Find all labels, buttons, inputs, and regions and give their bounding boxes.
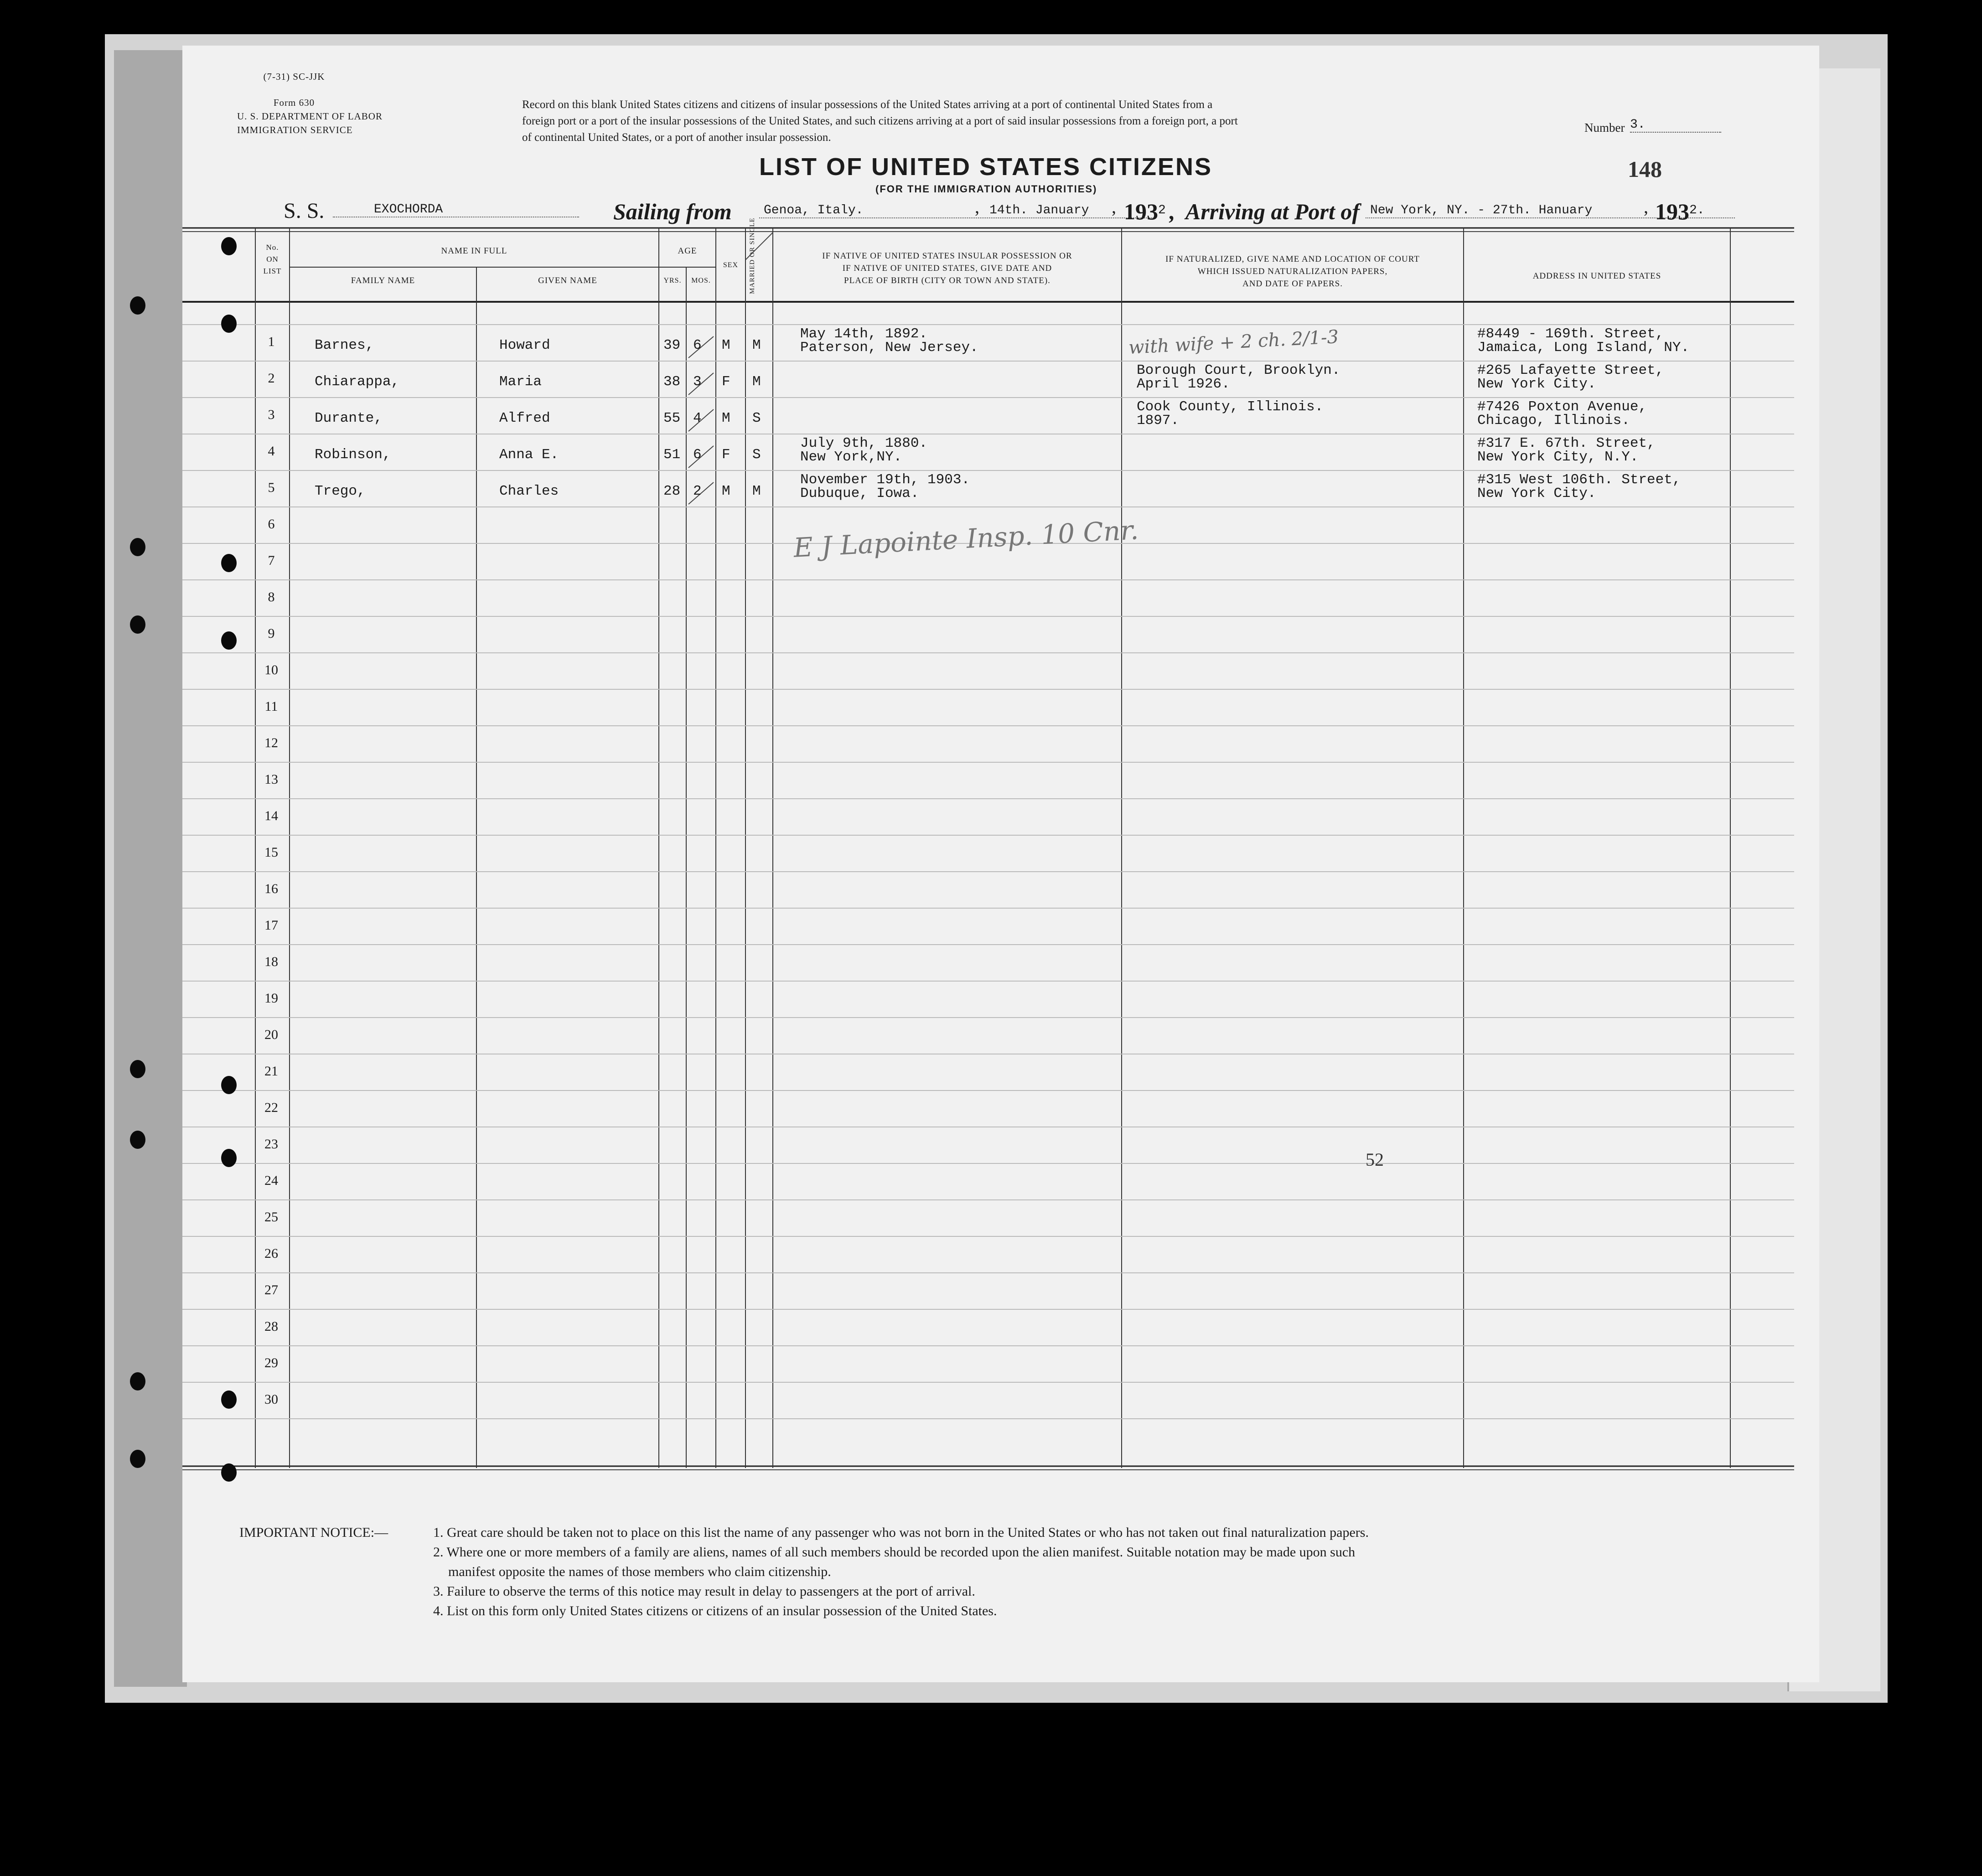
- marital-status: M: [752, 374, 761, 390]
- binder-hole: [221, 315, 237, 333]
- manifest-grid: [182, 46, 1819, 1682]
- row-number: 14: [264, 808, 278, 823]
- age-months: 3: [693, 374, 702, 390]
- birth-info-line-1: November 19th, 1903.: [800, 472, 970, 488]
- row-number: 2: [268, 371, 275, 386]
- arriving-label-comma: ,: [1170, 199, 1175, 224]
- sex: M: [722, 410, 730, 426]
- marital-status: M: [752, 337, 761, 353]
- row-number: 7: [268, 553, 275, 568]
- row-number: 19: [264, 991, 278, 1006]
- address-line-2: New York City.: [1477, 486, 1596, 501]
- header-given-name: GIVEN NAME: [538, 276, 597, 285]
- row-number: 29: [264, 1355, 278, 1370]
- age-years: 28: [663, 483, 681, 499]
- handwritten-annotation: with wife + 2 ch. 2/1-3: [1128, 326, 1340, 359]
- row-number: 9: [268, 626, 275, 641]
- marital-status: S: [752, 447, 761, 463]
- binder-hole: [221, 1149, 237, 1167]
- arriving-label: Arriving at Port of: [1185, 199, 1360, 224]
- instruction-line-1: Record on this blank United States citizens and citizens of insular possessions of the United States arriving at a port of continental United States from a: [522, 98, 1213, 111]
- header-naturalized: IF NATURALIZED, GIVE NAME AND LOCATION OF COURT WHICH ISSUED NATURALIZATION PAPERS, AND DATE OF PAPERS.: [1165, 254, 1420, 289]
- binder-hole: [221, 1463, 237, 1482]
- birth-info-line-2: Paterson, New Jersey.: [800, 340, 978, 356]
- family-name: Robinson,: [315, 447, 391, 463]
- binder-hole: [130, 1060, 145, 1078]
- address-line-2: New York City, N.Y.: [1477, 449, 1639, 465]
- row-number: 23: [264, 1137, 278, 1152]
- row-number: 15: [264, 845, 278, 860]
- ship-name: EXOCHORDA: [333, 202, 579, 217]
- year-from-suffix: 2: [1158, 203, 1166, 217]
- age-years: 39: [663, 337, 681, 353]
- row-number: 20: [264, 1027, 278, 1042]
- birth-info-line-1: July 9th, 1880.: [800, 435, 928, 451]
- header-name-in-full: NAME IN FULL: [441, 246, 507, 256]
- instruction-line-2: foreign port or a port of the insular possessions of the United States, and such citizens arriving at a port of said insular possessions from a foreign port, a port: [522, 115, 1238, 127]
- age-years: 38: [663, 374, 681, 390]
- binder-hole: [221, 554, 237, 572]
- row-number: 6: [268, 517, 275, 532]
- binder-hole: [130, 296, 145, 315]
- address-line-2: Chicago, Illinois.: [1477, 413, 1630, 429]
- row-number: 13: [264, 772, 278, 787]
- background-sheet-edge: [114, 50, 187, 1687]
- row-number: 18: [264, 954, 278, 969]
- stamp-number: 52: [1366, 1149, 1384, 1170]
- year-to-prefix: 193: [1655, 199, 1689, 224]
- row-number: 10: [264, 662, 278, 677]
- family-name: Trego,: [315, 483, 366, 499]
- header-married-single: MARRIED OR SINGLE: [749, 217, 756, 294]
- sailing-label: Sailing from: [613, 199, 732, 224]
- row-number: 1: [268, 334, 275, 349]
- header-no-on-list: No. ON LIST: [263, 243, 282, 275]
- row-number: 28: [264, 1319, 278, 1334]
- binder-hole: [221, 631, 237, 650]
- year-from-prefix: 193: [1124, 199, 1158, 224]
- birth-info-line-2: Dubuque, Iowa.: [800, 486, 919, 501]
- manifest-page: [182, 46, 1819, 1682]
- naturalization-info-line-1: Cook County, Illinois.: [1137, 399, 1324, 415]
- form-code: (7-31) SC-JJK: [263, 71, 325, 82]
- binder-hole: [130, 1450, 145, 1468]
- list-number-label: Number: [1584, 121, 1625, 134]
- header-age: AGE: [678, 246, 697, 256]
- marital-status: M: [752, 483, 761, 499]
- form-number: Form 630: [273, 97, 315, 108]
- port-to: New York, NY. - 27th. Hanuary: [1366, 203, 1735, 218]
- comma-3: ,: [1644, 196, 1648, 217]
- row-number: 4: [268, 444, 275, 459]
- header-yrs: YRS.: [663, 277, 682, 284]
- address-line-1: #8449 - 169th. Street,: [1477, 326, 1664, 342]
- row-number: 3: [268, 407, 275, 422]
- age-months: 6: [693, 447, 702, 463]
- given-name: Charles: [499, 483, 559, 499]
- form-department: U. S. DEPARTMENT OF LABOR: [237, 111, 383, 122]
- page-title: LIST OF UNITED STATES CITIZENS: [759, 153, 1212, 181]
- binder-hole: [221, 237, 237, 255]
- header-birth: IF NATIVE OF UNITED STATES INSULAR POSSESSION OR IF NATIVE OF UNITED STATES, GIVE DATE AND PLACE OF BIRTH (CITY OR TOWN AND STATE).: [822, 251, 1072, 285]
- family-name: Chiarappa,: [315, 374, 400, 390]
- port-from: Genoa, Italy.: [759, 203, 1156, 218]
- address-line-2: Jamaica, Long Island, NY.: [1477, 340, 1690, 356]
- row-number: 17: [264, 918, 278, 933]
- row-number: 11: [264, 699, 278, 714]
- sex: F: [722, 374, 730, 390]
- instruction-line-3: of continental United States, or a port of another insular possession.: [522, 131, 831, 144]
- binder-hole: [130, 1131, 145, 1149]
- address-line-1: #7426 Poxton Avenue,: [1477, 399, 1647, 415]
- comma-2: ,: [1112, 196, 1116, 217]
- notice-item-2-cont: manifest opposite the names of those members who claim citizenship.: [448, 1564, 831, 1579]
- address-line-1: #315 West 106th. Street,: [1477, 472, 1681, 488]
- notice-item-2: 2. Where one or more members of a family are aliens, names of all such members should be recorded upon the alien manifest. Suitable notation may be made upon such: [433, 1545, 1356, 1560]
- age-months: 6: [693, 337, 702, 353]
- marital-status: S: [752, 410, 761, 426]
- age-years: 55: [663, 410, 681, 426]
- binder-hole: [130, 1372, 145, 1390]
- sex: M: [722, 337, 730, 353]
- notice-item-1: 1. Great care should be taken not to place on this list the name of any passenger who was not born in the United States or who has not taken out final naturalization papers.: [433, 1525, 1369, 1540]
- naturalization-info-line-2: 1897.: [1137, 413, 1180, 429]
- row-number: 16: [264, 881, 278, 896]
- binder-hole: [130, 538, 145, 556]
- given-name: Maria: [499, 374, 542, 390]
- binder-hole: [130, 615, 145, 634]
- row-number: 21: [264, 1064, 278, 1079]
- sex: M: [722, 483, 730, 499]
- page-subtitle: (FOR THE IMMIGRATION AUTHORITIES): [875, 183, 1097, 195]
- inspector-signature: E J Lapointe Insp. 10 Cnr.: [792, 514, 1139, 563]
- notice-item-4: 4. List on this form only United States citizens or citizens of an insular possession of the United States.: [433, 1603, 997, 1618]
- given-name: Howard: [499, 337, 550, 353]
- row-number: 8: [268, 589, 275, 605]
- row-number: 24: [264, 1173, 278, 1188]
- birth-info-line-2: New York,NY.: [800, 449, 902, 465]
- page-number: 148: [1628, 156, 1662, 182]
- list-number-value: 3.: [1630, 118, 1721, 133]
- sex: F: [722, 447, 730, 463]
- header-sex: SEX: [723, 261, 739, 269]
- given-name: Alfred: [499, 410, 550, 426]
- row-number: 12: [264, 735, 278, 750]
- row-number: 27: [264, 1282, 278, 1297]
- given-name: Anna E.: [499, 447, 559, 463]
- notice-item-3: 3. Failure to observe the terms of this notice may result in delay to passengers at the port of arrival.: [433, 1584, 975, 1599]
- binder-hole: [221, 1076, 237, 1094]
- header-family-name: FAMILY NAME: [351, 276, 415, 285]
- family-name: Durante,: [315, 410, 383, 426]
- address-line-1: #317 E. 67th. Street,: [1477, 435, 1656, 451]
- notice-label: IMPORTANT NOTICE:—: [239, 1525, 388, 1540]
- family-name: Barnes,: [315, 337, 374, 353]
- row-number: 26: [264, 1246, 278, 1261]
- row-number: 5: [268, 480, 275, 495]
- date-from: 14th. January: [989, 203, 1089, 217]
- age-years: 51: [663, 447, 681, 463]
- binder-hole: [221, 1390, 237, 1409]
- birth-info-line-1: May 14th, 1892.: [800, 326, 928, 342]
- naturalization-info-line-2: April 1926.: [1137, 376, 1230, 392]
- form-service: IMMIGRATION SERVICE: [237, 124, 353, 135]
- address-line-1: #265 Lafayette Street,: [1477, 362, 1664, 378]
- naturalization-info-line-1: Borough Court, Brooklyn.: [1137, 362, 1340, 378]
- row-number: 22: [264, 1100, 278, 1115]
- age-months: 2: [693, 483, 702, 499]
- age-months: 4: [693, 410, 702, 426]
- ss-label: S. S.: [284, 199, 325, 223]
- row-number: 30: [264, 1392, 278, 1407]
- row-number: 25: [264, 1209, 278, 1225]
- year-to-suffix: 2.: [1689, 203, 1705, 217]
- header-address: ADDRESS IN UNITED STATES: [1532, 271, 1661, 281]
- comma-1: ,: [975, 196, 979, 217]
- header-mos: MOS.: [691, 277, 711, 284]
- address-line-2: New York City.: [1477, 376, 1596, 392]
